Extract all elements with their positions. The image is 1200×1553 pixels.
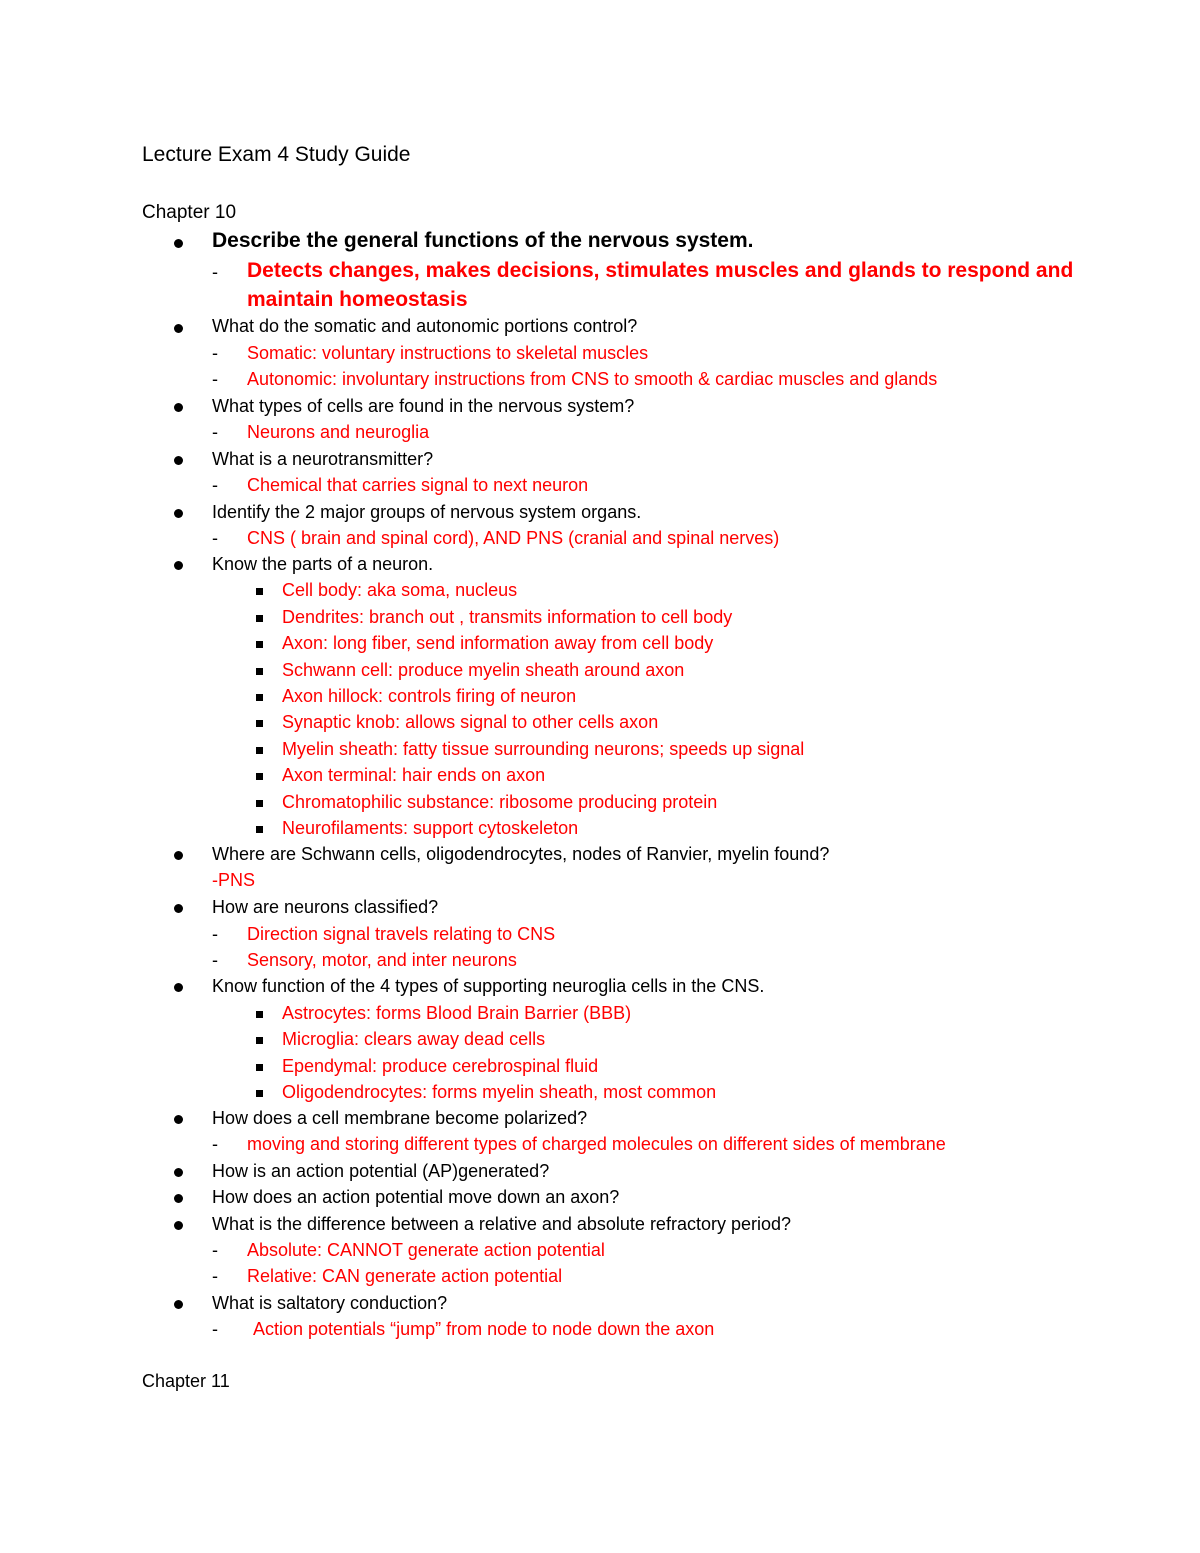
- answer-2-autonomic: Autonomic: involuntary instructions from CNS to smooth & cardiac muscles and glands: [247, 369, 938, 389]
- neuroglia-type: Microglia: clears away dead cells: [282, 1029, 546, 1049]
- square-bullet-icon: [256, 1064, 263, 1071]
- answer-10: moving and storing different types of charged molecules on different sides of membrane: [247, 1134, 946, 1154]
- neuron-part: Dendrites: branch out , transmits information to cell body: [282, 607, 733, 627]
- answer-1-line-2: maintain homeostasis: [247, 288, 468, 311]
- question-6: Know the parts of a neuron.: [212, 554, 434, 574]
- question-3: What types of cells are found in the nervous system?: [212, 396, 635, 416]
- chapter-10-heading: Chapter 10: [142, 202, 237, 223]
- question-1: Describe the general functions of the nervous system.: [212, 229, 754, 252]
- chapter-11-heading: Chapter 11: [142, 1371, 230, 1391]
- answer-13-relative: Relative: CAN generate action potential: [247, 1266, 563, 1286]
- dash-marker: -: [212, 1266, 218, 1286]
- neuron-part: Axon terminal: hair ends on axon: [282, 765, 546, 785]
- neuron-part: Myelin sheath: fatty tissue surrounding neurons; speeds up signal: [282, 739, 805, 759]
- dash-marker: -: [212, 1319, 218, 1339]
- neuroglia-type: Astrocytes: forms Blood Brain Barrier (BBB): [282, 1003, 632, 1023]
- answer-5: CNS ( brain and spinal cord), AND PNS (cranial and spinal nerves): [247, 528, 780, 548]
- dash-marker: -: [212, 369, 218, 389]
- square-bullet-icon: [256, 1011, 263, 1018]
- question-2: What do the somatic and autonomic portions control?: [212, 316, 638, 336]
- answer-7: -PNS: [212, 870, 256, 890]
- square-bullet-icon: [256, 1090, 263, 1097]
- dash-marker: -: [212, 1134, 218, 1154]
- question-7: Where are Schwann cells, oligodendrocytes, nodes of Ranvier, myelin found?: [212, 844, 830, 864]
- answer-8-types: Sensory, motor, and inter neurons: [247, 950, 517, 970]
- square-bullet-icon: [256, 641, 263, 648]
- dash-marker: -: [212, 343, 218, 363]
- square-bullet-icon: [256, 800, 263, 807]
- question-4: What is a neurotransmitter?: [212, 449, 434, 469]
- question-14: What is saltatory conduction?: [212, 1293, 448, 1313]
- dash-marker: -: [212, 950, 218, 970]
- question-11: How is an action potential (AP)generated?: [212, 1161, 550, 1181]
- answer-14: Action potentials “jump” from node to node down the axon: [253, 1319, 715, 1339]
- square-bullet-icon: [256, 588, 263, 595]
- document-title: Lecture Exam 4 Study Guide: [142, 143, 411, 166]
- question-13: What is the difference between a relative and absolute refractory period?: [212, 1214, 792, 1234]
- answer-3: Neurons and neuroglia: [247, 422, 430, 442]
- neuron-part: Axon hillock: controls firing of neuron: [282, 686, 577, 706]
- square-bullet-icon: [256, 773, 263, 780]
- square-bullet-icon: [256, 694, 263, 701]
- square-bullet-icon: [256, 1037, 263, 1044]
- answer-4: Chemical that carries signal to next neuron: [247, 475, 589, 495]
- dash-marker: -: [212, 924, 218, 944]
- question-9: Know function of the 4 types of supporting neuroglia cells in the CNS.: [212, 976, 765, 996]
- neuron-part: Neurofilaments: support cytoskeleton: [282, 818, 579, 838]
- dash-marker: -: [212, 422, 218, 442]
- question-5: Identify the 2 major groups of nervous system organs.: [212, 502, 642, 522]
- neuron-part: Schwann cell: produce myelin sheath around axon: [282, 660, 685, 680]
- neuron-part: Axon: long fiber, send information away from cell body: [282, 633, 714, 653]
- square-bullet-icon: [256, 826, 263, 833]
- question-8: How are neurons classified?: [212, 897, 439, 917]
- square-bullet-icon: [256, 747, 263, 754]
- neuron-part: Chromatophilic substance: ribosome producing protein: [282, 792, 718, 812]
- square-bullet-icon: [256, 668, 263, 675]
- answer-2-somatic: Somatic: voluntary instructions to skeletal muscles: [247, 343, 649, 363]
- square-bullet-icon: [256, 615, 263, 622]
- answer-8-direction: Direction signal travels relating to CNS: [247, 924, 556, 944]
- dash-marker: -: [212, 262, 218, 282]
- dash-marker: -: [212, 475, 218, 495]
- dash-marker: -: [212, 1240, 218, 1260]
- question-10: How does a cell membrane become polarized?: [212, 1108, 588, 1128]
- question-12: How does an action potential move down an axon?: [212, 1187, 620, 1207]
- neuroglia-type: Oligodendrocytes: forms myelin sheath, most common: [282, 1082, 717, 1102]
- dash-marker: -: [212, 528, 218, 548]
- answer-13-absolute: Absolute: CANNOT generate action potential: [247, 1240, 605, 1260]
- square-bullet-icon: [256, 720, 263, 727]
- neuron-part: Cell body: aka soma, nucleus: [282, 580, 518, 600]
- neuroglia-type: Ependymal: produce cerebrospinal fluid: [282, 1056, 599, 1076]
- neuron-part: Synaptic knob: allows signal to other cells axon: [282, 712, 659, 732]
- answer-1-line-1: Detects changes, makes decisions, stimulates muscles and glands to respond and: [247, 259, 1074, 282]
